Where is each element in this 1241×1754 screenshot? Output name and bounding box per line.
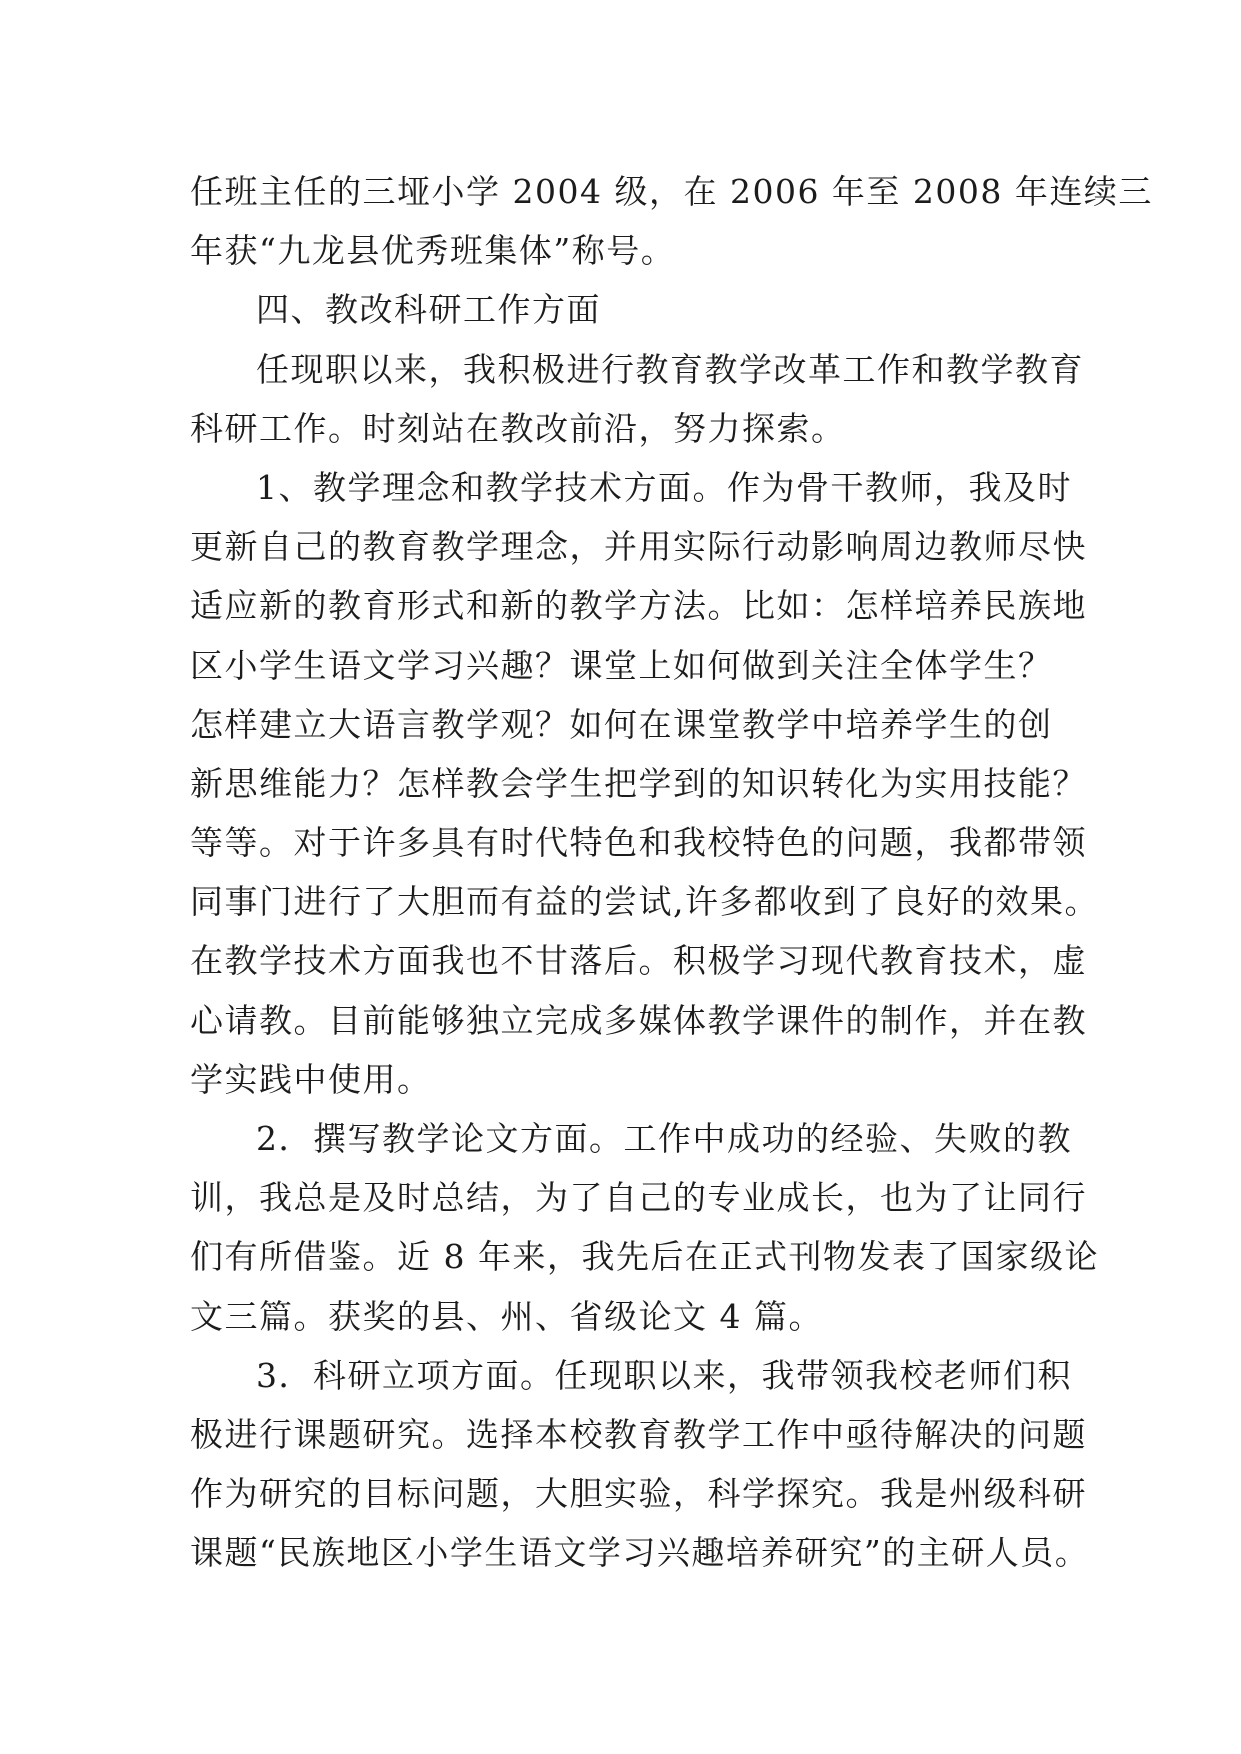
text-line: 区小学生语文学习兴趣？课堂上如何做到关注全体学生？ [190,645,1053,685]
text-line: 同事门进行了大胆而有益的尝试,许多都收到了良好的效果。 [190,882,1099,922]
text-line: 文三篇。获奖的县、州、省级论文 4 篇。 [190,1296,823,1336]
text-line: 课题“民族地区小学生语文学习兴趣培养研究”的主研人员。 [190,1533,1090,1573]
section-heading: 四、教改科研工作方面 [256,290,601,330]
text-line: 3．科研立项方面。任现职以来，我带领我校老师们积 [256,1355,1072,1395]
text-line: 学实践中使用。 [190,1059,432,1099]
text-line: 更新自己的教育教学理念，并用实际行动影响周边教师尽快 [190,527,1087,567]
text-line: 们有所借鉴。近 8 年来，我先后在正式刊物发表了国家级论 [190,1237,1099,1277]
text-line: 作为研究的目标问题，大胆实验，科学探究。我是州级科研 [190,1474,1087,1514]
text-line: 新思维能力？怎样教会学生把学到的知识转化为实用技能？ [190,763,1087,803]
text-line: 训，我总是及时总结，为了自己的专业成长，也为了让同行 [190,1178,1087,1218]
text-line: 1、教学理念和教学技术方面。作为骨干教师，我及时 [256,467,1072,507]
text-line: 在教学技术方面我也不甘落后。积极学习现代教育技术，虚 [190,941,1087,981]
text-line: 任现职以来，我积极进行教育教学改革工作和教学教育 [256,349,1084,389]
document-body [190,162,1153,1583]
text-line: 任班主任的三垭小学 2004 级，在 2006 年至 2008 年连续三 [190,172,1153,211]
text-line: 年获“九龙县优秀班集体”称号。 [190,231,676,271]
text-line: 科研工作。时刻站在教改前沿，努力探索。 [190,408,846,448]
text-line: 极进行课题研究。选择本校教育教学工作中亟待解决的问题 [190,1414,1087,1454]
text-line: 等等。对于许多具有时代特色和我校特色的问题，我都带领 [190,823,1087,863]
text-line: 怎样建立大语言教学观？如何在课堂教学中培养学生的创 [190,704,1053,744]
text-line: 2．撰写教学论文方面。工作中成功的经验、失败的教 [256,1119,1072,1158]
text-line: 心请教。目前能够独立完成多媒体教学课件的制作，并在教 [190,1000,1087,1040]
text-line: 适应新的教育形式和新的教学方法。比如：怎样培养民族地 [190,586,1087,626]
